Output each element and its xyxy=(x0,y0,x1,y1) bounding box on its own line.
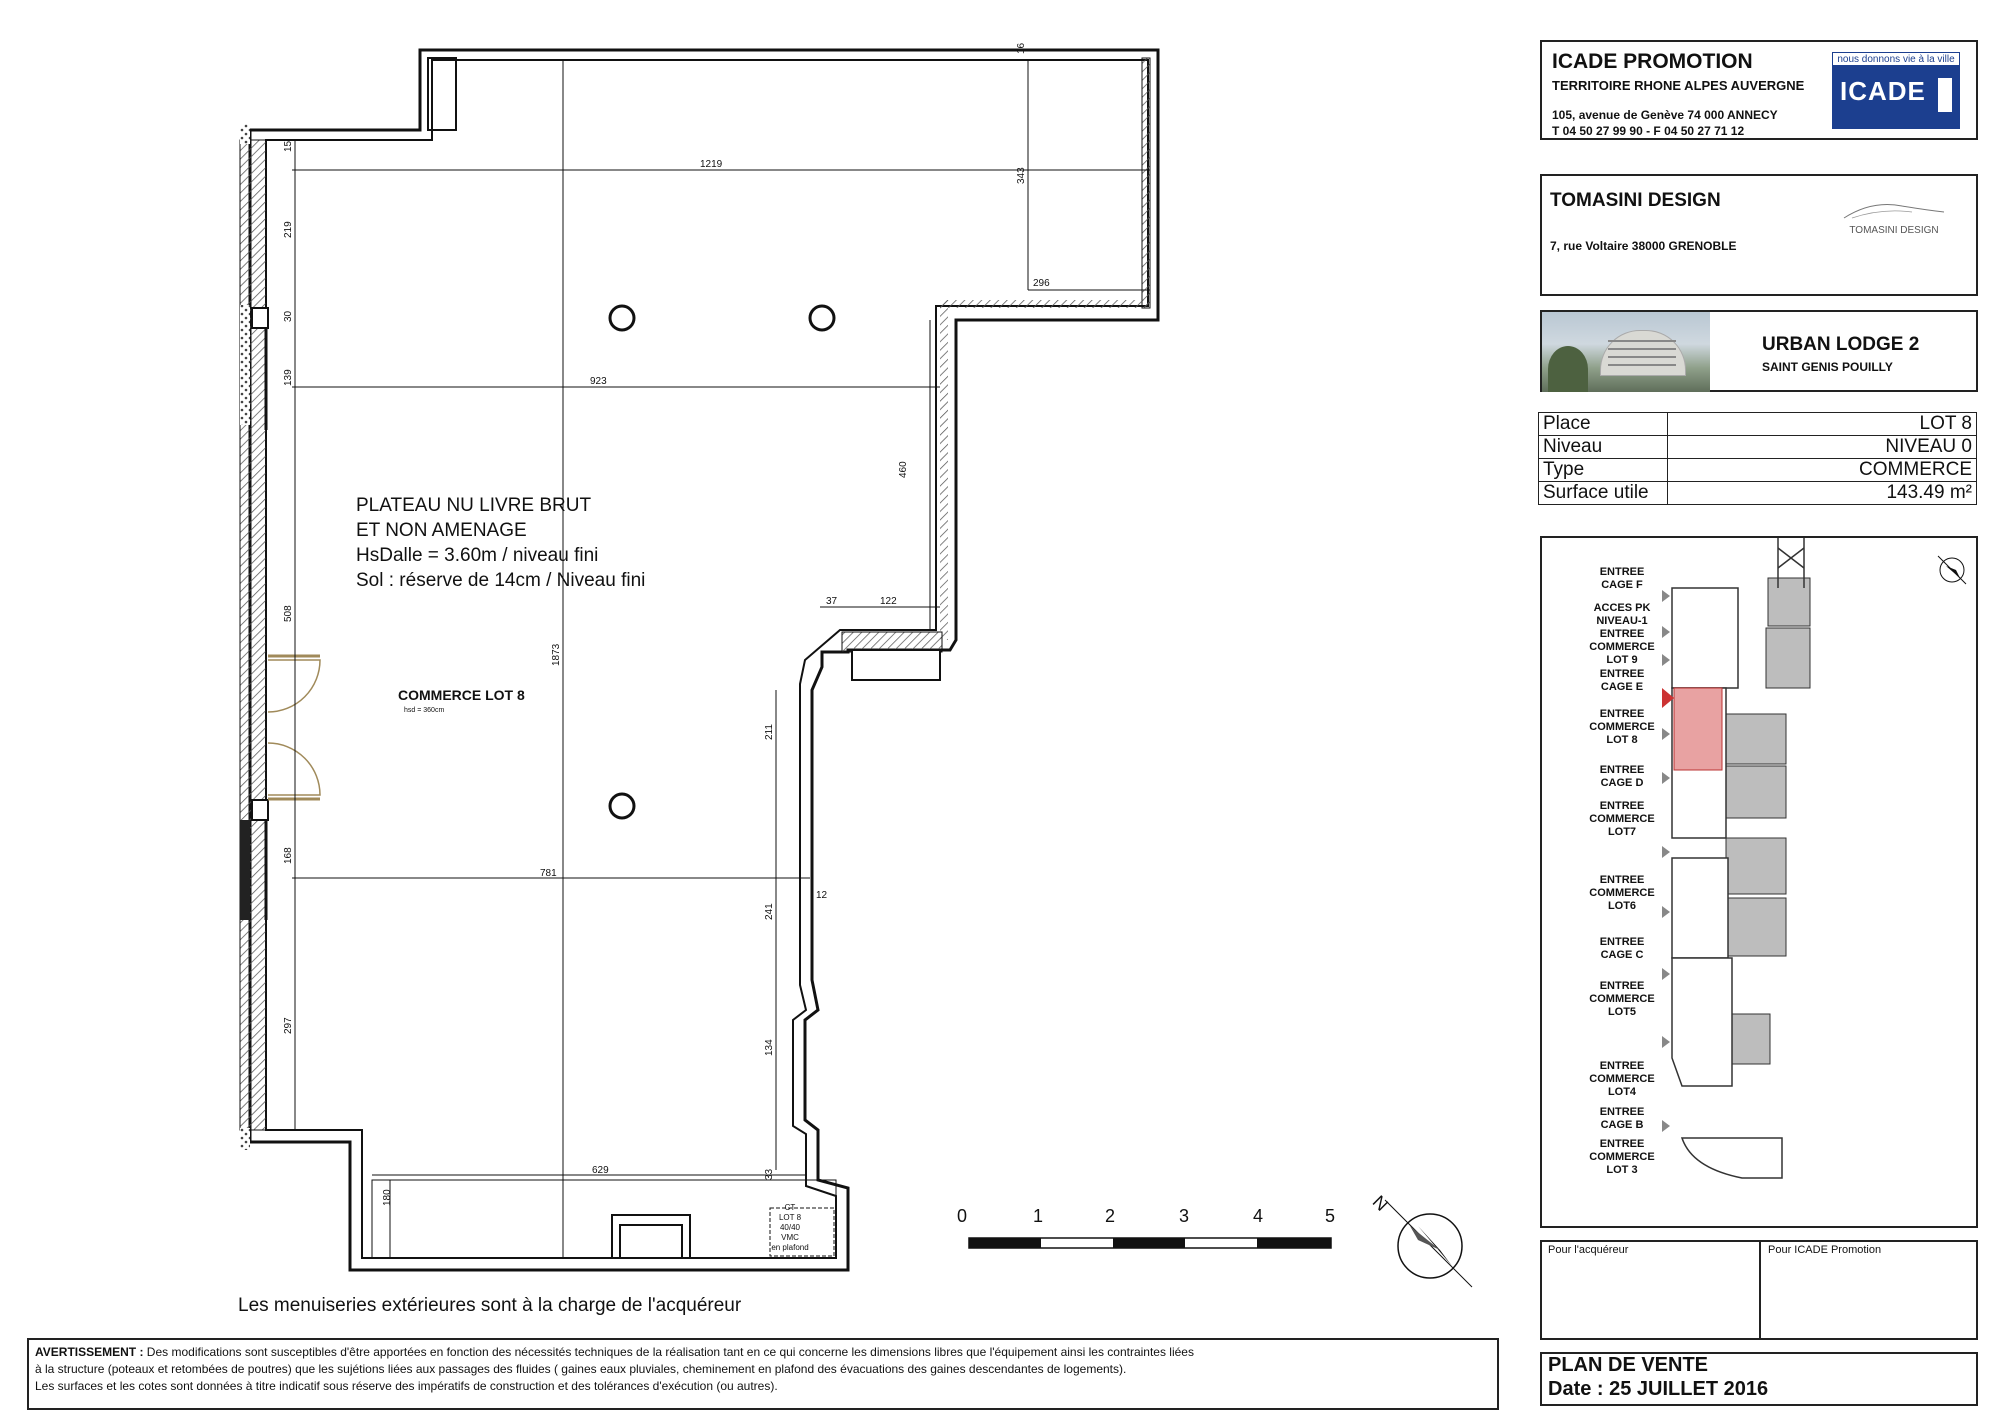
icade-phone: T 04 50 27 99 90 - F 04 50 27 71 12 xyxy=(1552,124,1745,138)
plan-de-vente-block xyxy=(1540,1352,1978,1406)
info-value: NIVEAU 0 xyxy=(1668,436,1977,459)
info-value: 143.49 m² xyxy=(1668,482,1977,505)
icade-logo-tagline: nous donnons vie à la ville xyxy=(1832,52,1960,66)
outer-wall xyxy=(250,50,1158,1270)
project-photo xyxy=(1542,312,1710,392)
hatched-wall-mid xyxy=(940,300,948,640)
location-label: ENTREE CAGE D xyxy=(1599,764,1645,789)
svg-text:N: N xyxy=(1368,1191,1393,1215)
svg-text:30: 30 xyxy=(283,310,294,322)
location-label: ENTREE CAGE B xyxy=(1599,1106,1645,1131)
room-label: COMMERCE LOT 8 xyxy=(398,687,525,703)
svg-text:12: 12 xyxy=(816,890,828,901)
vmc-label xyxy=(771,1203,808,1252)
svg-text:0: 0 xyxy=(956,1206,968,1226)
svg-text:16: 16 xyxy=(1016,42,1027,54)
hatched-wall-right xyxy=(1142,58,1150,308)
icade-block xyxy=(1540,40,1978,140)
bottom-zone xyxy=(372,1180,836,1258)
icade-logo-mark-icon xyxy=(1938,78,1952,112)
facade-hatch-left xyxy=(240,140,266,1130)
north-arrow-icon xyxy=(1369,1192,1472,1287)
buyer-signature-label: Pour l'acquéreur xyxy=(1548,1244,1629,1256)
location-label: ACCES PK NIVEAU-1 xyxy=(1593,602,1651,627)
table-row xyxy=(1539,413,1977,436)
svg-text:923: 923 xyxy=(590,376,607,387)
plan-de-vente-date: Date : 25 JUILLET 2016 xyxy=(1548,1378,1769,1400)
location-label: ENTREE COMMERCE LOT7 xyxy=(1589,800,1655,838)
svg-text:VMC: VMC xyxy=(781,1233,799,1242)
icade-subtitle: TERRITOIRE RHONE ALPES AUVERGNE xyxy=(1552,78,1805,93)
tomasini-block xyxy=(1540,174,1978,296)
svg-text:15: 15 xyxy=(283,140,294,152)
facade-brick-bottom xyxy=(240,1128,250,1150)
svg-text:343: 343 xyxy=(1016,167,1027,184)
svg-text:2: 2 xyxy=(1104,1206,1116,1226)
svg-text:134: 134 xyxy=(764,1039,775,1056)
room-height: hsd = 360cm xyxy=(404,707,445,714)
bottom-shaft xyxy=(612,1215,690,1258)
tomasini-address: 7, rue Voltaire 38000 GRENOBLE xyxy=(1550,239,1737,253)
svg-text:211: 211 xyxy=(764,724,775,740)
column-left-1 xyxy=(252,308,268,328)
svg-text:297: 297 xyxy=(283,1017,294,1034)
svg-text:629: 629 xyxy=(592,1165,609,1176)
svg-text:508: 508 xyxy=(283,605,294,622)
facade-brick-top xyxy=(240,305,250,425)
location-label: ENTREE COMMERCE LOT6 xyxy=(1589,874,1655,912)
icade-address: 105, avenue de Genève 74 000 ANNECY xyxy=(1552,108,1778,122)
table-row xyxy=(1539,459,1977,482)
location-label: ENTREE COMMERCE LOT5 xyxy=(1589,980,1655,1018)
project-city: SAINT GENIS POUILLY xyxy=(1762,360,1893,374)
svg-text:33: 33 xyxy=(764,1168,775,1180)
svg-text:168: 168 xyxy=(283,847,294,864)
project-name: URBAN LODGE 2 xyxy=(1762,334,1920,355)
menuiseries-note: Les menuiseries extérieures sont à la charge de l'acquéreur xyxy=(238,1295,742,1316)
location-label: ENTREE COMMERCE LOT 8 xyxy=(1589,708,1655,746)
warning-line-2: à la structure (poteaux et retombées de poutres) que les sujétions liées aux passages des fluides ( gaines eaux pluviales, cheminement en plafond des évacuations des gaines descendantes de logements). xyxy=(35,1362,1127,1376)
tomasini-title: TOMASINI DESIGN xyxy=(1550,190,1721,211)
svg-text:37: 37 xyxy=(826,596,838,607)
warning-label: AVERTISSEMENT : xyxy=(35,1345,144,1359)
svg-text:HsDalle = 3.60m / niveau fini: HsDalle = 3.60m / niveau fini xyxy=(356,545,599,566)
warning-line-3: Les surfaces et les cotes sont données à titre indicatif sous réserve des impératifs de construction et des tolérances d'exécution (ou autres). xyxy=(35,1379,778,1393)
svg-text:Sol : réserve de 14cm / Niveau: Sol : réserve de 14cm / Niveau fini xyxy=(356,570,646,591)
svg-text:en plafond: en plafond xyxy=(771,1243,809,1252)
info-key: Type xyxy=(1539,459,1668,482)
svg-text:139: 139 xyxy=(283,369,294,386)
project-block xyxy=(1540,310,1978,392)
svg-text:241: 241 xyxy=(764,903,775,920)
svg-text:PLATEAU NU LIVRE BRUT: PLATEAU NU LIVRE BRUT xyxy=(356,495,592,516)
plan-de-vente-title: PLAN DE VENTE xyxy=(1548,1354,1709,1376)
svg-text:4: 4 xyxy=(1252,1206,1264,1226)
ledge-box xyxy=(852,650,940,680)
info-key: Niveau xyxy=(1539,436,1668,459)
svg-text:LOT 8: LOT 8 xyxy=(778,1213,802,1222)
facade-brick-header xyxy=(240,124,250,144)
svg-text:460: 460 xyxy=(898,461,909,478)
svg-text:1: 1 xyxy=(1032,1206,1044,1226)
inner-wall xyxy=(266,60,1148,1258)
column-2 xyxy=(810,306,834,330)
svg-text:3: 3 xyxy=(1178,1206,1190,1226)
icade-title: ICADE PROMOTION xyxy=(1552,50,1753,73)
info-key: Surface utile xyxy=(1539,482,1668,505)
location-label: ENTREE CAGE C xyxy=(1599,936,1645,961)
svg-text:CT: CT xyxy=(784,1203,796,1212)
svg-text:1873: 1873 xyxy=(551,643,562,666)
svg-text:219: 219 xyxy=(283,221,294,238)
svg-text:296: 296 xyxy=(1033,278,1050,289)
column-1 xyxy=(610,306,634,330)
location-label: ENTREE CAGE E xyxy=(1599,668,1645,693)
location-label: ENTREE CAGE F xyxy=(1599,566,1645,591)
info-key: Place xyxy=(1539,413,1668,436)
location-labels xyxy=(1542,538,1702,1226)
tomasini-logo-icon xyxy=(1842,198,1946,222)
tomasini-logo: TOMASINI DESIGN xyxy=(1842,198,1946,238)
svg-text:180: 180 xyxy=(382,1189,393,1206)
plan-note xyxy=(356,495,645,591)
column-3 xyxy=(610,794,634,818)
warning-line-1: Des modifications sont susceptibles d'être apportées en fonction des nécessités techniques de la réalisation tant en ce qui concerne les dimensions libres que l'équipement ainsi les contraintes liées xyxy=(146,1345,1194,1359)
svg-text:781: 781 xyxy=(540,868,557,879)
svg-text:1219: 1219 xyxy=(700,159,723,170)
location-compass-icon xyxy=(1938,556,1966,584)
hatched-wall-step xyxy=(940,300,1150,308)
scale-bar xyxy=(957,1206,1335,1248)
signature-block xyxy=(1540,1240,1978,1340)
facade-dark xyxy=(240,820,250,920)
table-row xyxy=(1539,436,1977,459)
entrance-door xyxy=(268,660,320,795)
location-label: ENTREE COMMERCE LOT4 xyxy=(1589,1060,1655,1098)
dimension-lines xyxy=(292,60,1150,1258)
table-row xyxy=(1539,482,1977,505)
warning-box xyxy=(27,1338,1499,1410)
svg-text:5: 5 xyxy=(1324,1206,1336,1226)
column-left-2 xyxy=(252,800,268,820)
info-value: LOT 8 xyxy=(1668,413,1977,436)
icade-logo-name: ICADE xyxy=(1840,76,1926,106)
lot-info-table xyxy=(1538,412,1977,505)
location-label: ENTREE COMMERCE LOT 3 xyxy=(1589,1138,1655,1176)
location-label: ENTREE COMMERCE LOT 9 xyxy=(1589,628,1655,666)
svg-text:122: 122 xyxy=(880,596,897,607)
svg-text:40/40: 40/40 xyxy=(779,1223,801,1232)
location-map xyxy=(1540,536,1978,1228)
icade-logo xyxy=(1832,52,1960,129)
svg-text:ET NON AMENAGE: ET NON AMENAGE xyxy=(356,520,527,541)
icade-signature-label: Pour ICADE Promotion xyxy=(1768,1244,1882,1256)
info-value: COMMERCE xyxy=(1668,459,1977,482)
